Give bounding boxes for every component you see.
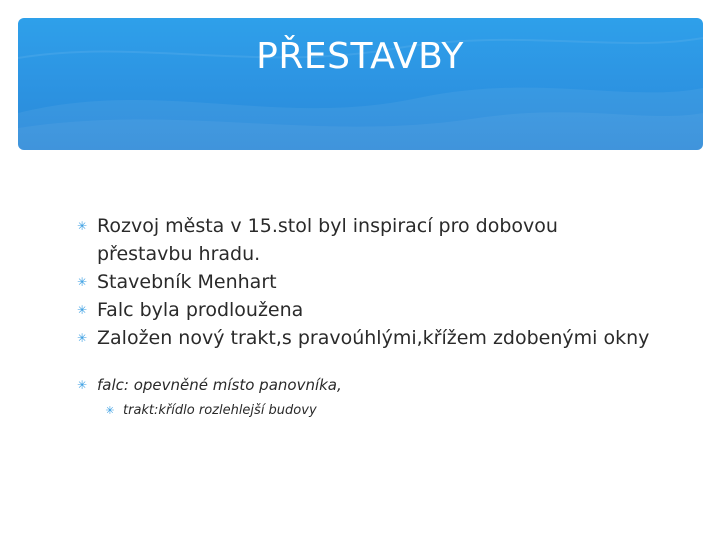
bullet-list	[75, 212, 655, 352]
bullet-item	[75, 268, 655, 296]
bullet-text: Falc byla prodloužena	[97, 299, 304, 321]
asterisk-bullet-icon: ✳	[76, 331, 88, 345]
asterisk-bullet-icon: ✳	[76, 275, 88, 289]
definition-notes	[75, 374, 655, 420]
note-text: falc: opevněné místo panovníka,	[97, 376, 342, 394]
asterisk-bullet-icon: ✳	[76, 219, 88, 233]
bullet-item	[75, 212, 655, 268]
slide-content	[75, 212, 655, 420]
asterisk-bullet-icon: ✳	[76, 303, 88, 317]
bullet-item	[75, 324, 655, 352]
definition-note	[75, 374, 655, 396]
asterisk-bullet-icon: ✳	[76, 378, 88, 392]
bullet-text: Stavebník Menhart	[97, 271, 277, 293]
slide-title: PŘESTAVBY	[256, 36, 464, 77]
definition-sub-note	[103, 402, 655, 420]
bullet-text: Rozvoj města v 15.stol byl inspirací pro dobovou přestavbu hradu.	[97, 215, 558, 265]
sub-note-text: trakt:křídlo rozlehlejší budovy	[123, 403, 317, 418]
bullet-item	[75, 296, 655, 324]
bullet-text: Založen nový trakt,s pravoúhlými,křížem zdobenými okny	[97, 327, 650, 349]
asterisk-bullet-icon: ✳	[105, 404, 115, 417]
